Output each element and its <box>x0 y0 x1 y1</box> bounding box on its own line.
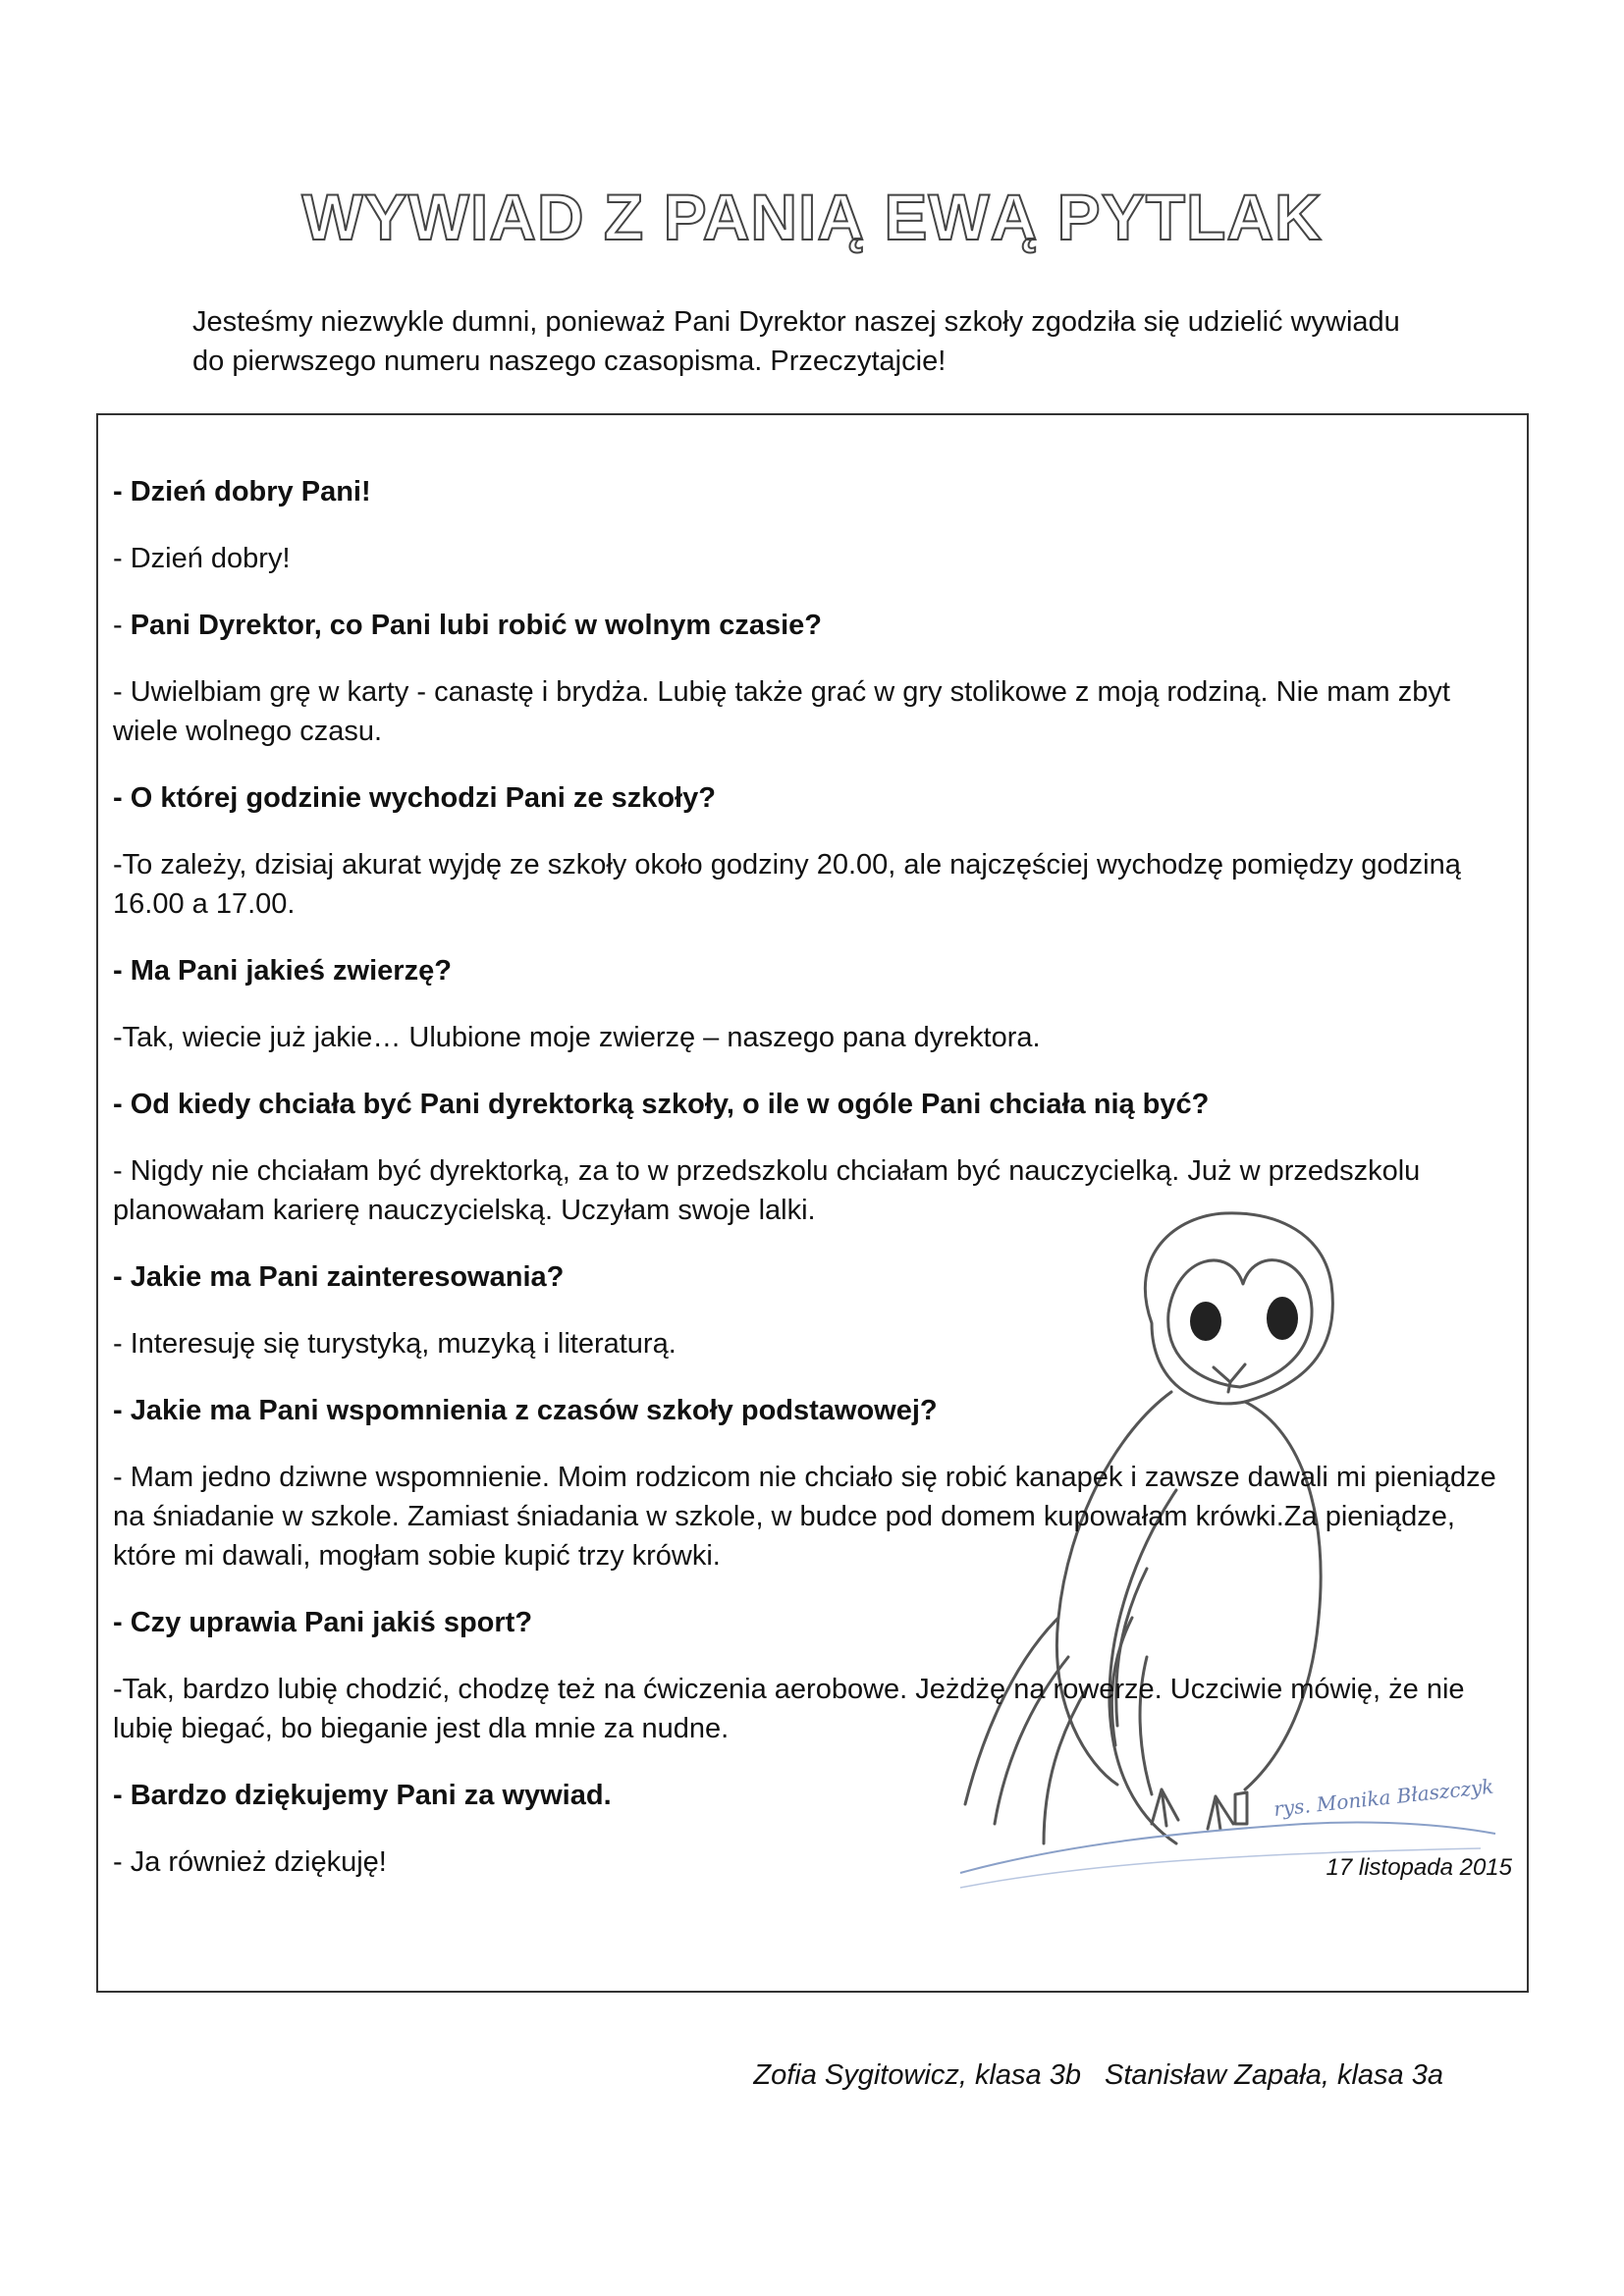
answer-2: - Uwielbiam grę w karty - canastę i brydża. Lubię także grać w gry stolikowe z moją rodziną. Nie mam zbyt wiele wolnego czasu. <box>113 676 1450 747</box>
question-3: - O której godzinie wychodzi Pani ze szkoły? <box>113 782 716 814</box>
question-7: - Jakie ma Pani wspomnienia z czasów szkoły podstawowej? <box>113 1395 938 1426</box>
answer-3: -To zależy, dzisiaj akurat wyjdę ze szkoły około godziny 20.00, ale najczęściej wychodzę pomiędzy godziną 16.00 a 17.00. <box>113 849 1461 920</box>
question-4: - Ma Pani jakieś zwierzę? <box>113 955 452 987</box>
interview-content <box>113 472 1512 1882</box>
question-9: - Bardzo dziękujemy Pani za wywiad. <box>113 1780 612 1811</box>
interview-date: 17 listopada 2015 <box>1326 1854 1512 1881</box>
question-1: - Dzień dobry Pani! <box>113 476 371 507</box>
answer-4: -Tak, wiecie już jakie… Ulubione moje zwierzę – naszego pana dyrektora. <box>113 1022 1041 1053</box>
author-2: Stanisław Zapała, klasa 3a <box>1105 2059 1443 2091</box>
page-title: WYWIAD Z PANIĄ EWĄ PYTLAK <box>301 181 1323 253</box>
answer-1: - Dzień dobry! <box>113 543 291 574</box>
question-5: - Od kiedy chciała być Pani dyrektorką szkoły, o ile w ogóle Pani chciała nią być? <box>113 1089 1210 1120</box>
answer-8: -Tak, bardzo lubię chodzić, chodzę też na ćwiczenia aerobowe. Jeżdżę na rowerze. Uczciwie mówię, że nie lubię biegać, bo bieganie jest dla mnie za nudne. <box>113 1674 1465 1744</box>
question-2 <box>113 606 1512 645</box>
answer-7: - Mam jedno dziwne wspomnienie. Moim rodzicom nie chciało się robić kanapek i zawsze dawali mi pieniądze na śniadanie w szkole. Zamiast śniadania w szkole, w budce pod domem kupowałam krówki.Za pieniądze, które mi dawali, mogłam sobie kupić trzy krówki. <box>113 1462 1496 1572</box>
authors-line <box>677 2056 1443 2095</box>
question-2-text: Pani Dyrektor, co Pani lubi robić w wolnym czasie? <box>130 610 822 641</box>
question-8: - Czy uprawia Pani jakiś sport? <box>113 1607 533 1638</box>
question-6: - Jakie ma Pani zainteresowania? <box>113 1261 565 1293</box>
intro-paragraph: Jesteśmy niezwykle dumni, ponieważ Pani Dyrektor naszej szkoły zgodziła się udzielić wywiadu do pierwszego numeru naszego czasopisma. Przeczytajcie! <box>192 306 1400 377</box>
author-1: Zofia Sygitowicz, klasa 3b <box>753 2059 1082 2091</box>
answer-5: - Nigdy nie chciałam być dyrektorką, za to w przedszkolu chciałam być nauczycielką. Już w przedszkolu planowałam karierę nauczycielską. Uczyłam swoje lalki. <box>113 1155 1421 1226</box>
illustrator-signature: rys. Monika Błaszczyk <box>1272 1774 1495 1821</box>
question-2-prefix: - <box>113 610 131 641</box>
answer-9: - Ja również dziękuję! <box>113 1846 387 1878</box>
answer-6: - Interesuję się turystyką, muzyką i literaturą. <box>113 1328 677 1360</box>
